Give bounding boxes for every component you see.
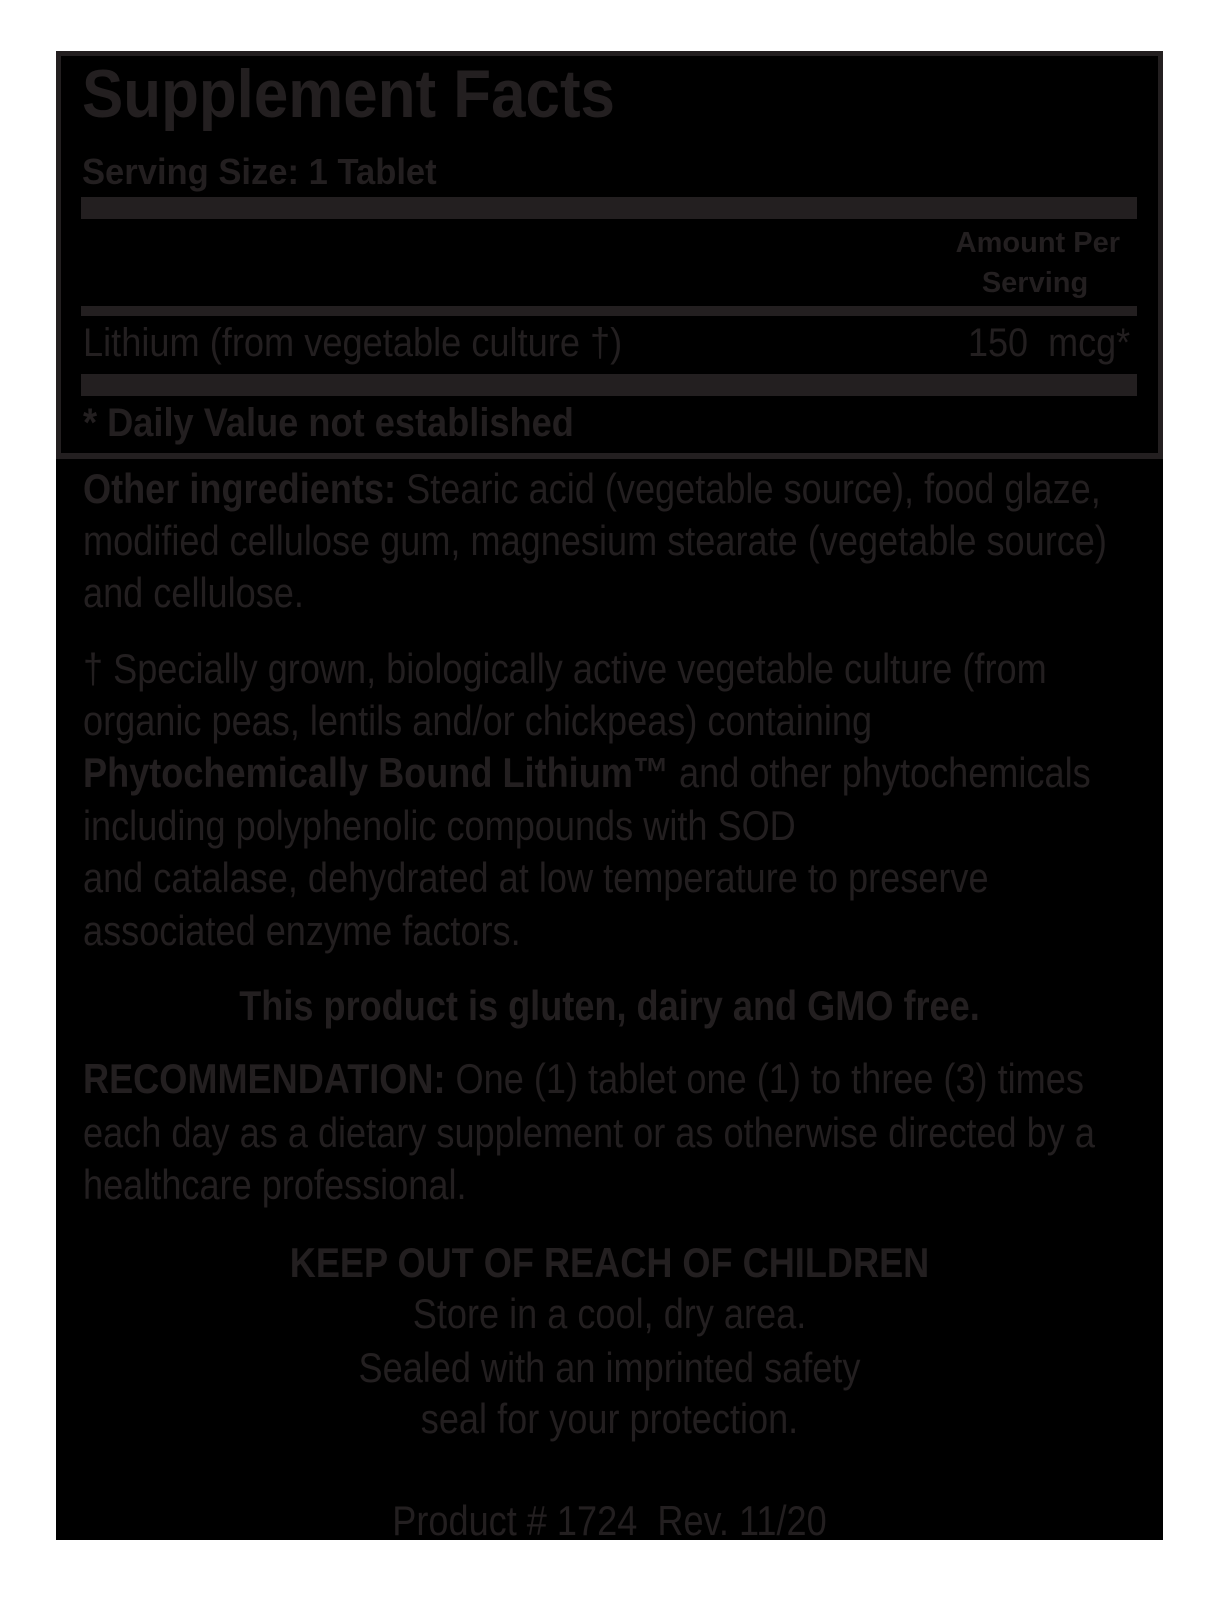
recommendation-line-3: healthcare professional.: [83, 1160, 467, 1208]
other-ingredients-line-1: [83, 464, 1101, 512]
thick-divider-bottom: [81, 374, 1137, 396]
culture-note-line-2: organic peas, lentils and/or chickpeas) containing: [83, 696, 873, 744]
recommendation-line-1: [83, 1054, 1084, 1102]
recommendation-text: One (1) tablet one (1) to three (3) times: [445, 1054, 1084, 1102]
daily-value-footnote: * Daily Value not established: [83, 401, 574, 445]
phytochemically-bound-lithium-term: Phytochemically Bound Lithium™: [83, 748, 670, 796]
culture-note-line-1: † Specially grown, biologically active vegetable culture (from: [83, 644, 1047, 692]
culture-note-line-3-text: and other phytochemicals: [669, 748, 1091, 796]
serving-header: Serving: [981, 266, 1089, 299]
medium-divider: [81, 306, 1137, 316]
thick-divider-top: [81, 197, 1137, 219]
culture-note-line-6: associated enzyme factors.: [83, 906, 521, 954]
culture-note-line-3: [83, 748, 1091, 796]
serving-size: Serving Size: 1 Tablet: [82, 150, 437, 192]
warning-heading: KEEP OUT OF REACH OF CHILDREN: [289, 1238, 930, 1286]
facts-title: Supplement Facts: [82, 55, 615, 132]
allergen-statement: This product is gluten, dairy and GMO free.: [239, 981, 980, 1029]
culture-note-line-4: including polyphenolic compounds with SOD: [83, 801, 796, 849]
supplement-label-panel: [56, 51, 1163, 1540]
nutrient-amount: 150 mcg*: [967, 321, 1130, 365]
culture-note-line-5: and catalase, dehydrated at low temperature to preserve: [83, 853, 989, 901]
other-ingredients-line-2: modified cellulose gum, magnesium stearate (vegetable source): [83, 516, 1107, 564]
other-ingredients-label: Other ingredients:: [83, 464, 397, 512]
storage-instruction: Store in a cool, dry area.: [412, 1289, 807, 1337]
other-ingredients-line-3: and cellulose.: [83, 568, 304, 616]
safety-seal-line-1: Sealed with an imprinted safety: [358, 1343, 861, 1391]
amount-per-header: Amount Per: [955, 226, 1120, 259]
nutrient-name: Lithium (from vegetable culture †): [83, 321, 623, 365]
product-number: Product # 1724 Rev. 11/20: [392, 1496, 827, 1540]
safety-seal-line-2: seal for your protection.: [420, 1394, 799, 1442]
recommendation-line-2: each day as a dietary supplement or as otherwise directed by a: [83, 1108, 1095, 1156]
recommendation-label: RECOMMENDATION:: [83, 1054, 446, 1102]
other-ingredients-text: Stearic acid (vegetable source), food glaze,: [396, 464, 1101, 512]
